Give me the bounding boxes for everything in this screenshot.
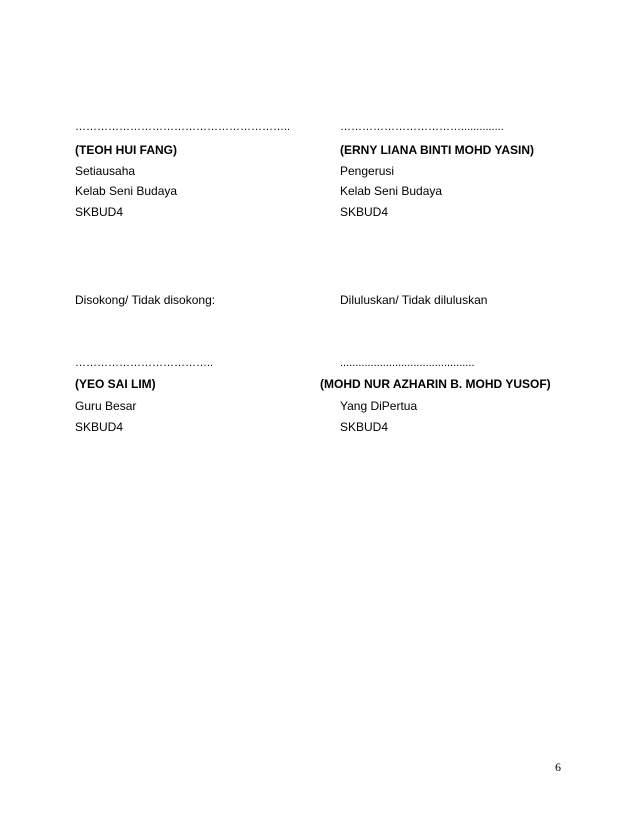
chairman-school: SKBUD4	[340, 205, 389, 219]
signature-line-president: ............................................	[340, 357, 475, 369]
signature-line-secretary: …………………………………………………..	[75, 121, 291, 133]
president-school: SKBUD4	[340, 420, 389, 434]
president-name: (MOHD NUR AZHARIN B. MOHD YUSOF)	[320, 377, 551, 391]
headmaster-name: (YEO SAI LIM)	[75, 377, 156, 391]
secretary-role: Setiausaha	[75, 164, 136, 178]
approval-status: Diluluskan/ Tidak diluluskan	[340, 293, 488, 307]
headmaster-school: SKBUD4	[75, 420, 124, 434]
support-status: Disokong/ Tidak disokong:	[75, 293, 216, 307]
page-number: 6	[555, 760, 561, 774]
chairman-role: Pengerusi	[340, 164, 395, 178]
secretary-name: (TEOH HUI FANG)	[75, 143, 177, 157]
secretary-school: SKBUD4	[75, 205, 124, 219]
headmaster-role: Guru Besar	[75, 399, 137, 413]
secretary-org: Kelab Seni Budaya	[75, 184, 178, 198]
signature-line-chairman: ……………………………..............	[340, 121, 504, 133]
chairman-name: (ERNY LIANA BINTI MOHD YASIN)	[340, 143, 535, 157]
president-role: Yang DiPertua	[340, 399, 418, 413]
signature-line-headmaster: ………………………………..	[75, 357, 214, 369]
chairman-org: Kelab Seni Budaya	[340, 184, 443, 198]
